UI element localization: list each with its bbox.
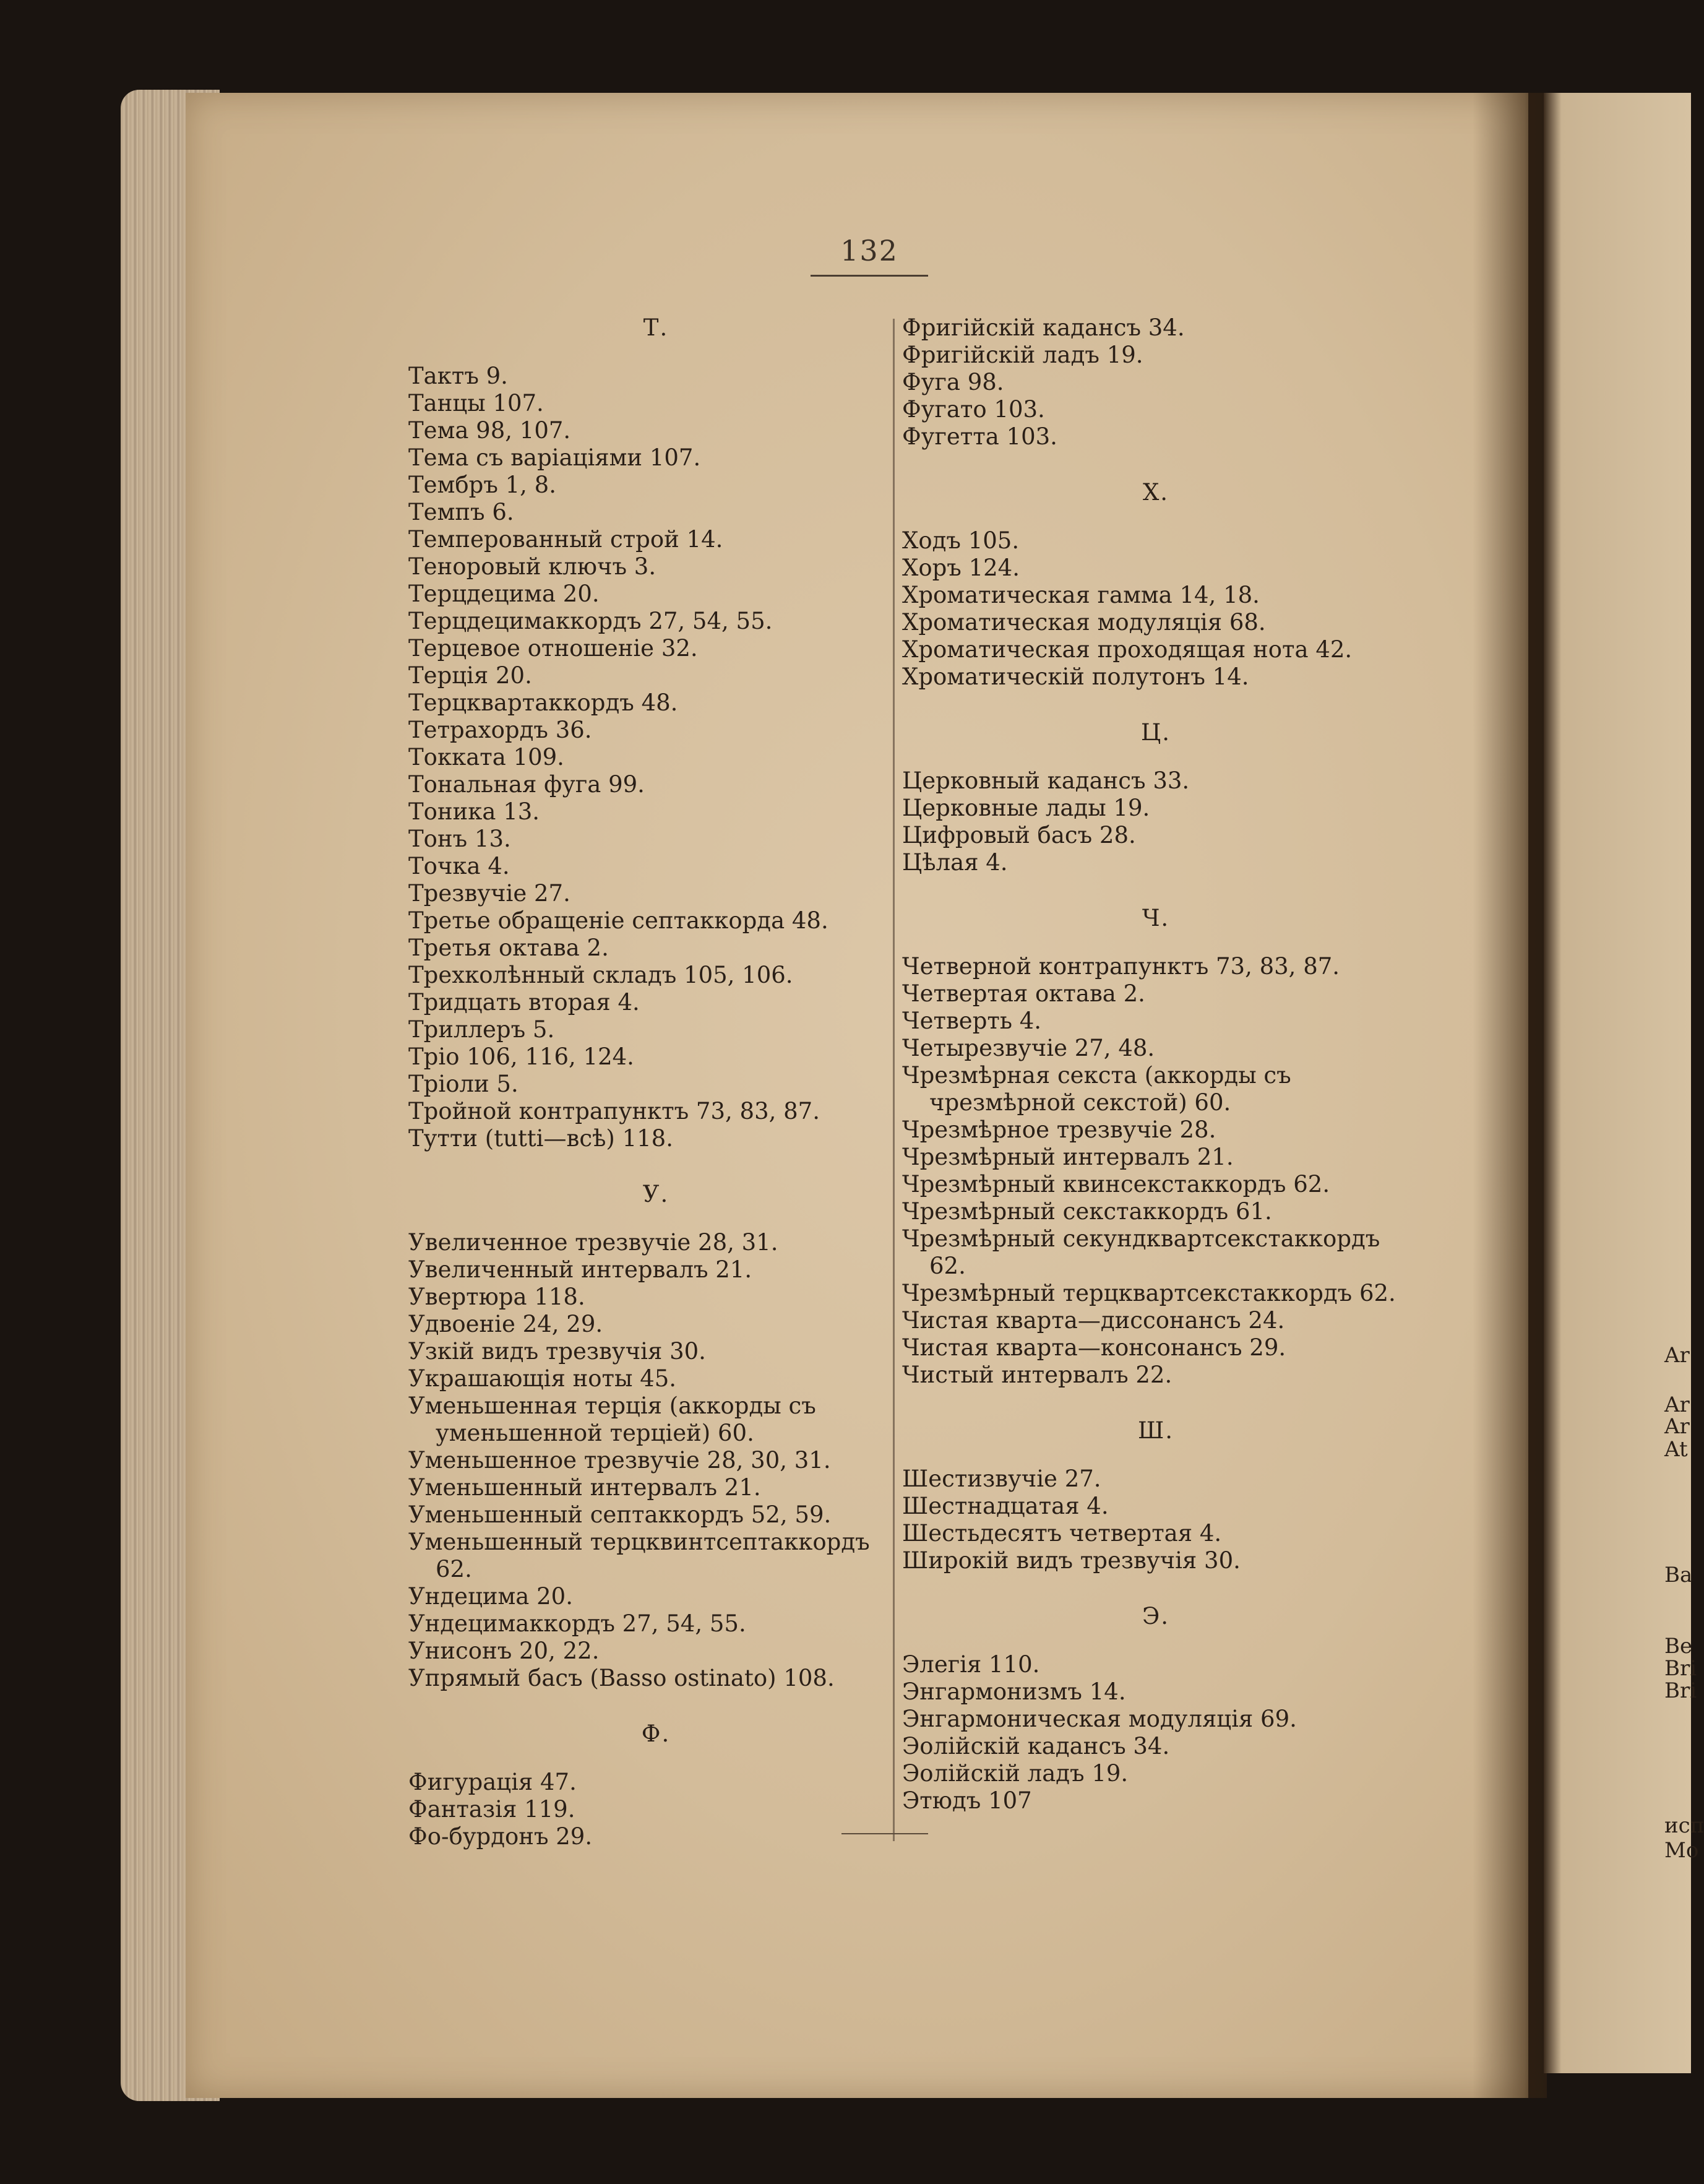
section-letter: Т. [643,314,669,341]
index-entry: Тема съ варіаціями 107. [408,444,701,471]
index-entry: Четырезвучіе 27, 48. [902,1035,1155,1061]
facing-page-text: Ar [1664,1343,1690,1368]
index-entry: Терцквартаккордъ 48. [408,689,678,716]
index-entry: Трезвучіе 27. [408,880,570,907]
index-entry: Цѣлая 4. [902,849,1008,876]
index-entry: Ундецима 20. [408,1583,573,1610]
facing-page-text: Ba [1664,1563,1693,1587]
index-entry: Шестьдесятъ четвертая 4. [902,1520,1222,1547]
section-letter: Ч. [1142,905,1170,931]
index-entry: Ундецимаккордъ 27, 54, 55. [408,1610,746,1637]
index-entry: Эолійскій ладъ 19. [902,1760,1129,1787]
index-entry: Хроматическій полутонъ 14. [902,663,1249,690]
index-entry: Тридцать вторая 4. [408,989,640,1016]
page-number: 132 [840,234,898,267]
index-entry: Темпъ 6. [408,499,514,525]
index-entry: Энгармоническая модуляція 69. [902,1706,1297,1732]
index-entry: Чрезмѣрный терцквартсекстаккордъ 62. [902,1280,1396,1306]
index-entry: Шестизвучіе 27. [902,1465,1101,1492]
index-entry: Уменьшенное трезвучіе 28, 30, 31. [408,1447,831,1474]
index-entry: Чрезмѣрный секундквартсекстаккордъ 62. [902,1225,1380,1279]
index-entry: Четвертая октава 2. [902,980,1145,1007]
index-entry: Фугато 103. [902,396,1045,423]
section-letter: Ф. [641,1720,671,1747]
index-entry: Четверной контрапунктъ 73, 83, 87. [902,953,1340,980]
facing-page-text: Ar [1664,1414,1690,1439]
index-entry: Фригійскій кадансъ 34. [902,314,1185,341]
index-entry: Чистая кварта—диссонансъ 24. [902,1307,1285,1334]
index-entry: Терцдецимаккордъ 27, 54, 55. [408,608,773,634]
index-entry: Тембръ 1, 8. [408,472,556,498]
section-letter: Х. [1142,479,1169,506]
index-entry: Тутти (tutti—всѣ) 118. [408,1125,673,1152]
index-entry: Токката 109. [408,744,564,770]
book-gutter [1473,93,1547,2098]
index-entry: Фо-бурдонъ 29. [408,1823,593,1850]
page-number-rule [811,275,928,277]
index-entry: Шестнадцатая 4. [902,1493,1109,1519]
index-entry: Уменьшенная терція (аккорды съ уменьшенной терціей) 60. [408,1392,816,1446]
index-entry: Тактъ 9. [408,363,508,389]
facing-page-text: Be [1664,1634,1693,1659]
facing-page-text: Ar [1664,1392,1690,1417]
index-column-left [408,314,903,1850]
index-entry: Фантазія 119. [408,1796,575,1823]
facing-page-text: Мо [1664,1838,1699,1863]
index-entry: Уменьшенный септаккордъ 52, 59. [408,1501,832,1528]
section-letter: Ш. [1138,1417,1174,1444]
index-entry: Церковный кадансъ 33. [902,767,1190,794]
section-letter: У. [642,1181,669,1207]
index-entry: Чрезмѣрный интервалъ 21. [902,1144,1234,1170]
index-entry: Хроматическая гамма 14, 18. [902,582,1260,608]
index-entry: Унисонъ 20, 22. [408,1638,600,1664]
index-entry: Украшающія ноты 45. [408,1365,677,1392]
index-entry: Фугетта 103. [902,423,1057,450]
index-entry: Этюдъ 107 [902,1787,1032,1814]
index-entry: Увеличенное трезвучіе 28, 31. [408,1229,778,1256]
index-entry: Трехколѣнный складъ 105, 106. [408,962,793,988]
index-entry: Тріоли 5. [408,1071,519,1097]
index-entry: Тонъ 13. [408,826,511,852]
index-entry: Тональная фуга 99. [408,771,645,798]
index-entry: Увеличенный интервалъ 21. [408,1256,752,1283]
index-entry: Чрезмѣрная секста (аккорды съ чрезмѣрной секстой) 60. [902,1062,1291,1116]
index-entry: Терцдецима 20. [408,581,600,607]
index-entry: Фригійскій ладъ 19. [902,342,1143,368]
facing-page-text: At [1664,1437,1688,1462]
index-entry: Темперованный строй 14. [408,526,723,553]
index-entry: Триллеръ 5. [408,1016,555,1043]
index-entry: Тетрахордъ 36. [408,717,592,743]
index-entry: Чрезмѣрное трезвучіе 28. [902,1116,1216,1143]
index-entry: Церковные лады 19. [902,795,1150,821]
index-entry: Фуга 98. [902,369,1004,395]
index-entry: Тоника 13. [408,798,540,825]
index-entry: Чрезмѣрный секстаккордъ 61. [902,1198,1272,1225]
index-entry: Четверть 4. [902,1008,1042,1034]
index-entry: Хоръ 124. [902,555,1020,581]
index-entry: Энгармонизмъ 14. [902,1678,1126,1705]
index-entry: Терція 20. [408,662,532,689]
index-entry: Упрямый басъ (Basso ostinato) 108. [408,1665,835,1691]
index-entry: Элегія 110. [902,1651,1040,1678]
facing-page-text: Bri [1664,1678,1697,1703]
index-entry: Уменьшенный терцквинтсептаккордъ 62. [408,1529,870,1582]
index-entry: Тріо 106, 116, 124. [408,1043,634,1070]
index-entry: Узкій видъ трезвучія 30. [408,1338,706,1365]
index-entry: Чистый интервалъ 22. [902,1362,1173,1388]
index-entry: Точка 4. [408,853,510,879]
index-entry: Чистая кварта—консонансъ 29. [902,1334,1286,1361]
index-entry: Теноровый ключъ 3. [408,553,656,580]
index-entry: Тройной контрапунктъ 73, 83, 87. [408,1098,820,1124]
index-entry: Широкій видъ трезвучія 30. [902,1547,1241,1574]
index-entry: Цифровый басъ 28. [902,822,1136,848]
index-entry: Увертюра 118. [408,1284,585,1310]
facing-page-text: Bri [1664,1656,1697,1681]
index-entry: Фигурація 47. [408,1769,577,1795]
facing-page [1544,93,1691,2073]
index-entry: Третья октава 2. [408,934,609,961]
index-entry: Чрезмѣрный квинсекстаккордъ 62. [902,1171,1330,1198]
facing-page-text: исп [1664,1813,1704,1838]
index-entry: Хроматическая модуляція 68. [902,609,1266,636]
index-entry: Удвоеніе 24, 29. [408,1311,603,1337]
index-entry: Хроматическая проходящая нота 42. [902,636,1353,663]
section-letter: Э. [1142,1603,1170,1629]
index-entry: Третье обращеніе септаккорда 48. [408,907,828,934]
index-entry: Тема 98, 107. [408,417,571,444]
index-column-right [902,314,1409,1815]
index-entry: Терцевое отношеніе 32. [408,635,698,662]
index-entry: Уменьшенный интервалъ 21. [408,1474,761,1501]
index-entry: Ходъ 105. [902,527,1020,554]
index-entry: Эолійскій кадансъ 34. [902,1733,1170,1759]
index-entry: Танцы 107. [408,390,544,417]
section-letter: Ц. [1140,719,1171,746]
